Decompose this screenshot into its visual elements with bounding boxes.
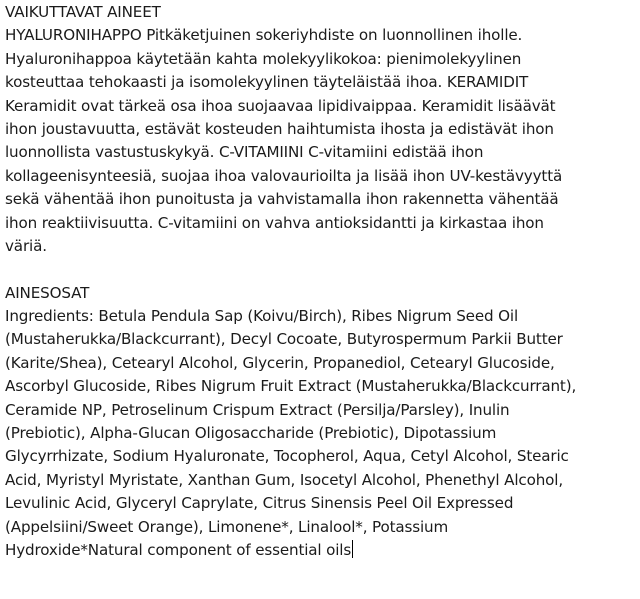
text-cursor xyxy=(352,540,353,558)
section-heading-ingredients: AINESOSAT xyxy=(5,283,90,302)
paragraph-line: Keramidit ovat tärkeä osa ihoa suojaavaa lipidivaippaa. Keramidit lisäävät xyxy=(5,96,556,115)
paragraph-line: kollageenisynteesiä, suojaa ihoa valovaurioilta ja lisää ihon UV-kestävyyttä xyxy=(5,166,563,185)
ingredients-line: (Mustaherukka/Blackcurrant), Decyl Cocoate, Butyrospermum Parkii Butter xyxy=(5,330,563,349)
paragraph-line: Hyaluronihappoa käytetään kahta molekyylikokoa: pienimolekyylinen xyxy=(5,49,522,68)
ingredients-line-text: Hydroxide*Natural component of essential oils xyxy=(5,540,352,559)
paragraph-line: HYALURONIHAPPO Pitkäketjuinen sokeriyhdiste on luonnollinen iholle. xyxy=(5,26,523,45)
ingredients-line: Ingredients: Betula Pendula Sap (Koivu/Birch), Ribes Nigrum Seed Oil xyxy=(5,307,519,326)
ingredients-line: (Karite/Shea), Cetearyl Alcohol, Glycerin, Propanediol, Cetearyl Glucoside, xyxy=(5,353,555,372)
ingredients-last-line xyxy=(5,539,637,562)
paragraph-line: väriä. xyxy=(5,236,47,255)
ingredients-line: Acid, Myristyl Myristate, Xanthan Gum, Isocetyl Alcohol, Phenethyl Alcohol, xyxy=(5,470,563,489)
empty-line xyxy=(5,258,637,281)
paragraph-line: luonnollista vastustuskykyä. C-VITAMIINI C-vitamiini edistää ihon xyxy=(5,143,484,162)
ingredients-line: Glycyrrhizate, Sodium Hyaluronate, Tocopherol, Aqua, Cetyl Alcohol, Stearic xyxy=(5,447,569,466)
ingredients-line: (Appelsiini/Sweet Orange), Limonene*, Linalool*, Potassium xyxy=(5,517,449,536)
paragraph-line: sekä vähentää ihon punoitusta ja vahvistamalla ihon rakennetta vähentää xyxy=(5,190,559,209)
ingredients-line: Levulinic Acid, Glyceryl Caprylate, Citrus Sinensis Peel Oil Expressed xyxy=(5,494,514,513)
paragraph-line: ihon joustavuutta, estävät kosteuden haihtumista ihosta ja edistävät ihon xyxy=(5,119,554,138)
section-heading-active-ingredients: VAIKUTTAVAT AINEET xyxy=(5,3,161,21)
ingredients-line: (Prebiotic), Alpha-Glucan Oligosaccharide (Prebiotic), Dipotassium xyxy=(5,424,497,443)
ingredients-line: Ceramide NP, Petroselinum Crispum Extract (Persilja/Parsley), Inulin xyxy=(5,400,510,419)
paragraph-line: ihon reaktiivisuutta. C-vitamiini on vahva antioksidantti ja kirkastaa ihon xyxy=(5,213,544,232)
ingredients-line: Ascorbyl Glucoside, Ribes Nigrum Fruit Extract (Mustaherukka/Blackcurrant), xyxy=(5,377,577,396)
document-body[interactable] xyxy=(5,1,637,562)
paragraph-line: kosteuttaa tehokaasti ja isomolekyylinen täyteläistää ihoa. KERAMIDIT xyxy=(5,73,529,92)
